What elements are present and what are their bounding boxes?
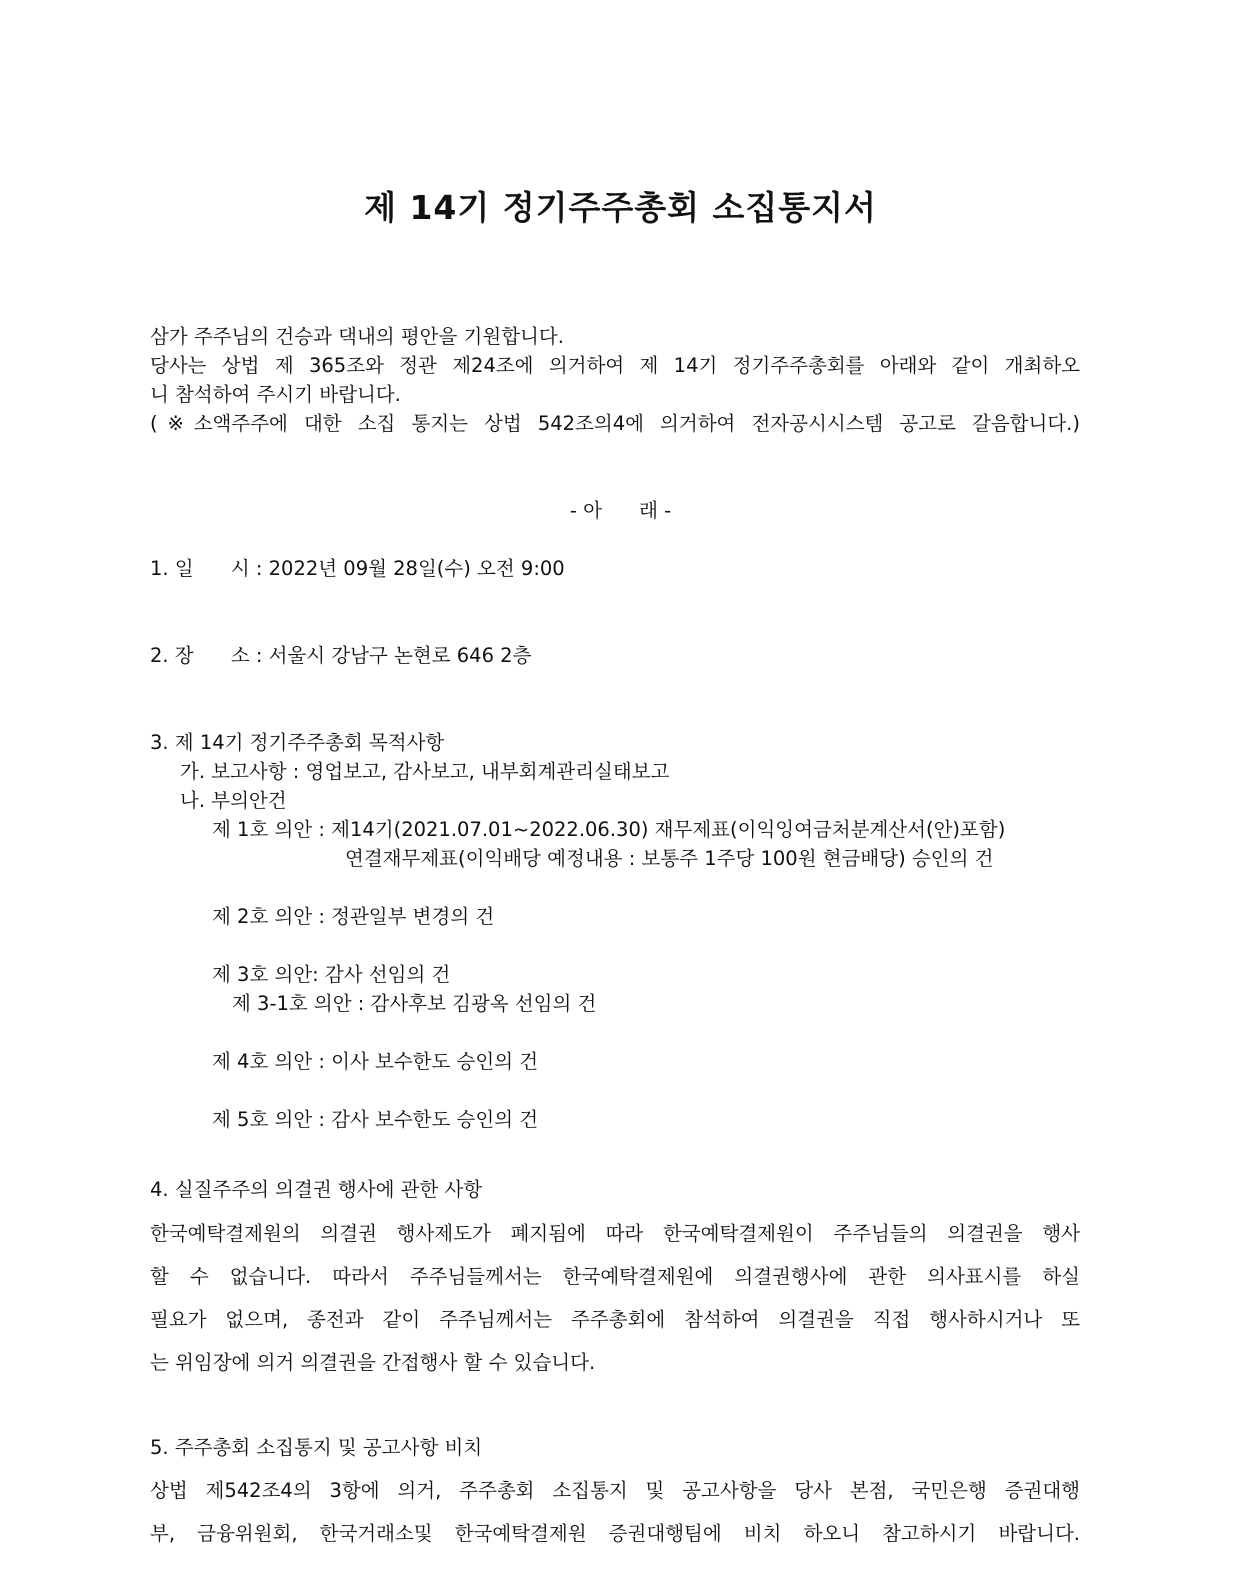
notice-display-text: 상법 제542조4의 3항에 의거, 주주총회 소집통지 및 공고사항을 당사 본점, 국민은행 증권대행	[150, 1479, 1080, 1502]
below-heading: - 아 래 -	[569, 499, 672, 522]
agenda-item-4: 제 4호 의안 : 이사 보수한도 승인의 건	[212, 1050, 539, 1073]
agenda-heading: 나. 부의안건	[180, 789, 287, 812]
agenda-item-1-detail: 연결재무제표(이익배당 예정내용 : 보통주 1주당 100원 현금배당) 승인의 건	[345, 847, 994, 870]
agenda-item-5: 제 5호 의안 : 감사 보수한도 승인의 건	[212, 1108, 539, 1131]
voting-rights-text: 할 수 없습니다. 따라서 주주님들께서는 한국예탁결제원에 의결권행사에 관한 의사표시를 하실	[150, 1265, 1080, 1288]
meeting-location: 2. 장 소 : 서울시 강남구 논현로 646 2층	[150, 644, 532, 667]
intro-line: 니 참석하여 주시기 바랍니다.	[150, 383, 401, 406]
notice-display-text: 부, 금융위원회, 한국거래소및 한국예탁결제원 증권대행팀에 비치 하오니 참고하시기 바랍니다.	[150, 1522, 1080, 1545]
report-items: 가. 보고사항 : 영업보고, 감사보고, 내부회계관리실태보고	[180, 760, 670, 783]
voting-rights-heading: 4. 실질주주의 의결권 행사에 관한 사항	[150, 1178, 483, 1201]
notice-display-heading: 5. 주주총회 소집통지 및 공고사항 비치	[150, 1436, 483, 1459]
intro-greeting: 삼가 주주님의 건승과 댁내의 평안을 기원합니다.	[150, 325, 564, 348]
intro-line: 당사는 상법 제 365조와 정관 제24조에 의거하여 제 14기 정기주주총회를 아래와 같이 개최하오	[150, 354, 1080, 377]
meeting-datetime: 1. 일 시 : 2022년 09월 28일(수) 오전 9:00	[150, 557, 565, 580]
agenda-item-3-1: 제 3-1호 의안 : 감사후보 김광옥 선임의 건	[232, 992, 597, 1015]
agenda-item-2: 제 2호 의안 : 정관일부 변경의 건	[212, 905, 495, 928]
agenda-section-heading: 3. 제 14기 정기주주총회 목적사항	[150, 731, 445, 754]
voting-rights-text: 필요가 없으며, 종전과 같이 주주님께서는 주주총회에 참석하여 의결권을 직접 행사하시거나 또	[150, 1308, 1080, 1331]
intro-notice: (※소액주주에 대한 소집 통지는 상법 542조의4에 의거하여 전자공시시스템 공고로 갈음합니다.)	[150, 412, 1080, 435]
page-title: 제 14기 정기주주총회 소집통지서	[364, 188, 877, 227]
voting-rights-text: 한국예탁결제원의 의결권 행사제도가 폐지됨에 따라 한국예탁결제원이 주주님들의 의결권을 행사	[150, 1222, 1080, 1245]
agenda-item-3: 제 3호 의안: 감사 선임의 건	[212, 963, 451, 986]
agenda-item-1: 제 1호 의안 : 제14기(2021.07.01~2022.06.30) 재무제표(이익잉여금처분계산서(안)포함)	[212, 818, 1006, 841]
voting-rights-text: 는 위임장에 의거 의결권을 간접행사 할 수 있습니다.	[150, 1351, 596, 1374]
